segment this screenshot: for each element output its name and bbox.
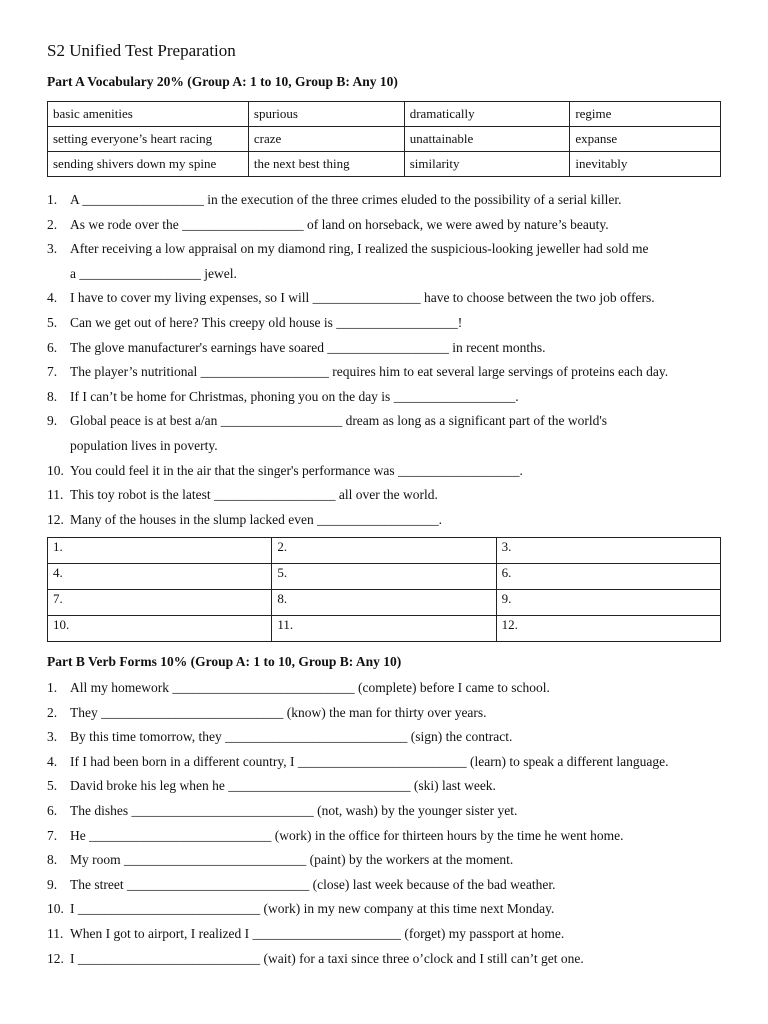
answer-row-cell: 11. [272, 616, 496, 642]
question-text: a __________________ jewel. [70, 265, 237, 281]
part-b-question [47, 676, 727, 701]
vocabulary-row-cell: inevitably [570, 152, 721, 177]
question-text: Can we get out of here? This creepy old house is __________________! [70, 314, 463, 330]
question-text: This toy robot is the latest __________________ all over the world. [70, 487, 438, 503]
part-a-question [47, 385, 727, 410]
question-text: The street ___________________________ (close) last week because of the bad weather. [70, 876, 556, 892]
part-a-question [47, 508, 727, 533]
part-a-question [47, 459, 727, 484]
vocabulary-table-body [48, 102, 721, 177]
part-a-question [47, 336, 727, 361]
part-a-question [47, 409, 727, 434]
part-a-question [47, 286, 727, 311]
part-a-question [47, 483, 727, 508]
question-number: 8. [47, 852, 58, 868]
part-a-question-list [47, 188, 727, 532]
question-text: population lives in poverty. [70, 437, 218, 453]
part-b-question [47, 725, 727, 750]
question-number: 6. [47, 802, 58, 818]
part-a-question [47, 311, 727, 336]
question-text: The dishes ___________________________ (not, wash) by the younger sister yet. [70, 802, 518, 818]
vocabulary-row-cell: unattainable [404, 127, 570, 152]
part-a-question [47, 237, 727, 262]
part-b-heading: Part B Verb Forms 10% (Group A: 1 to 10, Group B: Any 10) [47, 654, 402, 669]
question-number: 10. [47, 901, 64, 917]
question-text: If I can’t be home for Christmas, phoning you on the day is __________________. [70, 388, 519, 404]
question-number: 4. [47, 290, 58, 306]
answer-row [48, 538, 721, 564]
answer-row-cell: 1. [48, 538, 272, 564]
answer-row [48, 590, 721, 616]
part-b-question [47, 848, 727, 873]
vocabulary-row-cell: dramatically [404, 102, 570, 127]
part-a-question [47, 360, 727, 385]
answer-row-cell: 4. [48, 564, 272, 590]
question-text: The player’s nutritional ___________________ requires him to eat several large servings of proteins each day. [70, 364, 669, 380]
question-number: 1. [47, 680, 58, 695]
answer-row-cell: 12. [496, 616, 720, 642]
question-text: I ___________________________ (wait) for a taxi since three o’clock and I still can’t get one. [70, 950, 584, 966]
question-number: 5. [47, 314, 58, 330]
question-text: You could feel it in the air that the singer's performance was __________________. [70, 462, 523, 478]
question-text: As we rode over the __________________ of land on horseback, we were awed by nature’s beauty. [70, 216, 609, 232]
question-number: 12. [47, 950, 64, 966]
vocabulary-row [48, 102, 721, 127]
part-b-question [47, 873, 727, 898]
answer-row [48, 564, 721, 590]
question-text: My room ___________________________ (paint) by the workers at the moment. [70, 852, 514, 868]
question-text: I have to cover my living expenses, so I will ________________ have to choose between the two job offers. [70, 290, 655, 306]
answer-row-cell: 6. [496, 564, 720, 590]
question-text: All my homework ___________________________ (complete) before I came to school. [70, 680, 550, 695]
question-number: 8. [47, 388, 58, 404]
vocabulary-row-cell: regime [570, 102, 721, 127]
vocabulary-row [48, 127, 721, 152]
vocabulary-row-cell: similarity [404, 152, 570, 177]
question-number: 5. [47, 778, 58, 794]
answer-row-cell: 9. [496, 590, 720, 616]
question-number: 2. [47, 704, 58, 720]
part-b-question [47, 701, 727, 726]
part-a-question [47, 434, 727, 459]
question-number: 4. [47, 753, 58, 769]
part-b-question [47, 922, 727, 947]
question-text: Many of the houses in the slump lacked even __________________. [70, 511, 442, 527]
question-text: They ___________________________ (know) the man for thirty over years. [70, 704, 487, 720]
part-b-question [47, 897, 727, 922]
question-text: After receiving a low appraisal on my diamond ring, I realized the suspicious-looking jeweller had sold me [70, 241, 649, 257]
vocabulary-row-cell: craze [248, 127, 404, 152]
part-b-question [47, 824, 727, 849]
part-a-question [47, 213, 727, 238]
question-text: I ___________________________ (work) in my new company at this time next Monday. [70, 901, 555, 917]
question-text: He ___________________________ (work) in the office for thirteen hours by the time he went home. [70, 827, 624, 843]
part-b-question [47, 799, 727, 824]
question-text: A __________________ in the execution of the three crimes eluded to the possibility of a serial killer. [70, 192, 622, 207]
answer-row [48, 616, 721, 642]
vocabulary-table [47, 101, 721, 177]
question-number: 9. [47, 876, 58, 892]
question-text: David broke his leg when he ___________________________ (ski) last week. [70, 778, 496, 794]
question-number: 10. [47, 462, 64, 478]
question-number: 12. [47, 511, 64, 527]
page-title: S2 Unified Test Preparation [47, 41, 236, 60]
answer-row-cell: 3. [496, 538, 720, 564]
question-text: If I had been born in a different country, I _________________________ (learn) to speak a different language. [70, 753, 669, 769]
vocabulary-row-cell: setting everyone’s heart racing [48, 127, 249, 152]
question-number: 2. [47, 216, 58, 232]
vocabulary-row-cell: the next best thing [248, 152, 404, 177]
answer-grid [47, 537, 721, 642]
part-b-question [47, 774, 727, 799]
answer-row-cell: 8. [272, 590, 496, 616]
question-number: 6. [47, 339, 58, 355]
answer-grid-body [48, 538, 721, 642]
answer-row-cell: 2. [272, 538, 496, 564]
vocabulary-row [48, 152, 721, 177]
question-number: 11. [47, 925, 64, 941]
part-a-question [47, 262, 727, 287]
question-number: 7. [47, 827, 58, 843]
question-number: 11. [47, 487, 64, 503]
question-text: Global peace is at best a/an __________________ dream as long as a significant part of the world's [70, 413, 608, 429]
part-b-question [47, 947, 727, 972]
part-b-question-list [47, 676, 727, 971]
question-text: By this time tomorrow, they ___________________________ (sign) the contract. [70, 729, 513, 745]
question-number: 7. [47, 364, 58, 380]
question-number: 1. [47, 192, 58, 207]
question-text: When I got to airport, I realized I ______________________ (forget) my passport at home. [70, 925, 565, 941]
answer-row-cell: 10. [48, 616, 272, 642]
question-number: 9. [47, 413, 58, 429]
vocabulary-row-cell: sending shivers down my spine [48, 152, 249, 177]
vocabulary-row-cell: spurious [248, 102, 404, 127]
question-number: 3. [47, 241, 58, 257]
question-text: The glove manufacturer's earnings have soared __________________ in recent months. [70, 339, 546, 355]
vocabulary-row-cell: expanse [570, 127, 721, 152]
part-a-question [47, 188, 727, 213]
answer-row-cell: 7. [48, 590, 272, 616]
answer-row-cell: 5. [272, 564, 496, 590]
part-b-question [47, 750, 727, 775]
part-a-heading: Part A Vocabulary 20% (Group A: 1 to 10, Group B: Any 10) [47, 74, 398, 89]
question-number: 3. [47, 729, 58, 745]
vocabulary-row-cell: basic amenities [48, 102, 249, 127]
